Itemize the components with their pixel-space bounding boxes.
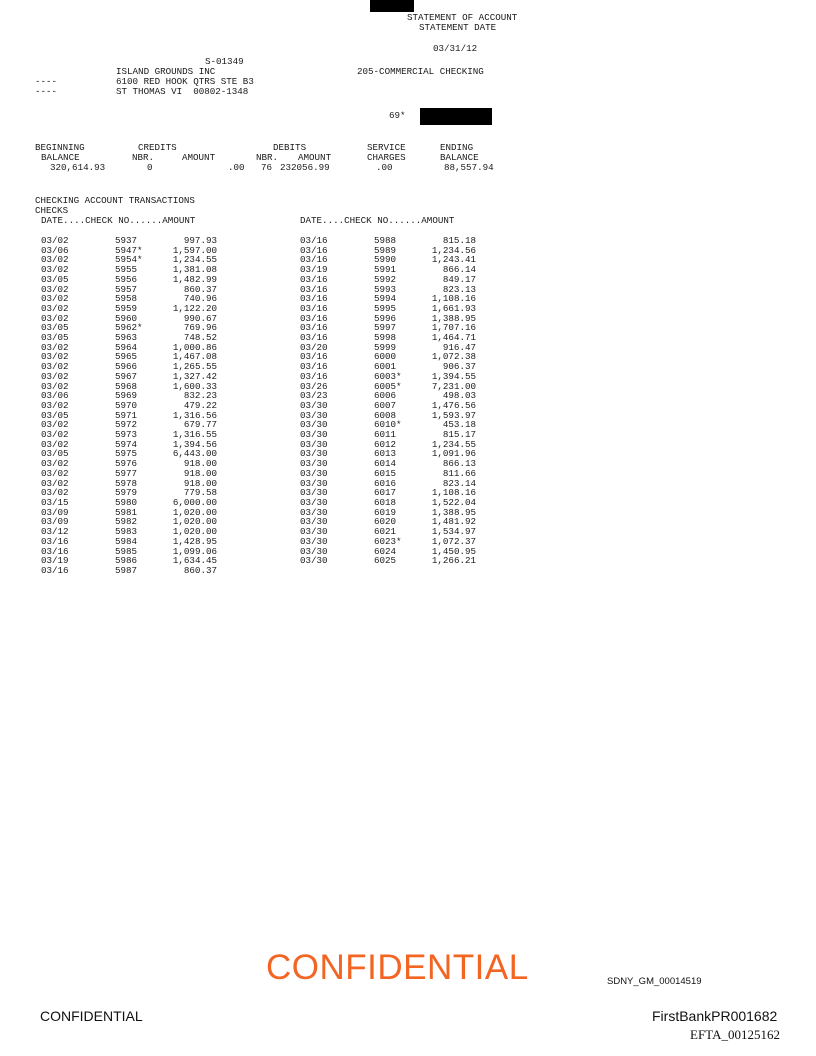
subsection-checks: CHECKS	[35, 205, 69, 216]
statement-title: STATEMENT OF ACCOUNT	[407, 12, 518, 23]
bates-firstbank: FirstBankPR001682	[652, 1008, 778, 1024]
transaction-amount: 1,600.33	[172, 380, 217, 392]
address-dash-2: ----	[35, 86, 58, 97]
transaction-check-no: 5979	[115, 487, 138, 499]
summary-h-charges: CHARGES	[367, 152, 406, 163]
transaction-date: 03/20	[300, 341, 328, 353]
transaction-date: 03/02	[41, 341, 69, 353]
transaction-check-no: 5999	[374, 341, 397, 353]
transaction-check-no: 5983	[115, 526, 138, 538]
transaction-date: 03/02	[41, 458, 69, 470]
transaction-date: 03/16	[300, 312, 328, 324]
transaction-amount: 1,108.16	[431, 293, 476, 305]
transaction-amount: 498.03	[442, 390, 476, 402]
transaction-check-no: 5968	[115, 380, 138, 392]
transaction-check-no: 5975	[115, 448, 138, 460]
transaction-amount: 1,476.56	[431, 399, 476, 411]
checks-table-right	[300, 236, 476, 566]
transaction-check-no: 5992	[374, 273, 397, 285]
transaction-amount: 1,534.97	[431, 526, 476, 538]
transaction-date: 03/02	[41, 312, 69, 324]
transaction-amount: 6,443.00	[172, 448, 217, 460]
transaction-date: 03/06	[41, 244, 69, 256]
transaction-amount: 1,234.55	[172, 254, 217, 266]
transaction-check-no: 5981	[115, 506, 138, 518]
transaction-amount: 1,316.55	[172, 429, 217, 441]
transaction-date: 03/02	[41, 283, 69, 295]
redaction-account-number	[420, 108, 492, 125]
credits-nbr: 0	[147, 162, 153, 173]
statement-date: 03/31/12	[433, 43, 478, 54]
col-header-left: DATE....CHECK NO......AMOUNT	[41, 215, 196, 226]
transaction-amount: 1,450.95	[431, 545, 476, 557]
debits-nbr: 76	[261, 162, 273, 173]
transaction-amount: 1,234.56	[431, 244, 476, 256]
transaction-date: 03/16	[300, 332, 328, 344]
transaction-check-no: 5955	[115, 264, 138, 276]
transaction-check-no: 5937	[115, 235, 138, 246]
transaction-check-no: 6015	[374, 467, 397, 479]
transaction-date: 03/05	[41, 273, 69, 285]
transaction-date: 03/05	[41, 409, 69, 421]
transaction-amount: 740.96	[183, 293, 217, 305]
transaction-amount: 860.37	[183, 283, 217, 295]
transaction-amount: 815.18	[442, 235, 476, 246]
transaction-check-no: 5987	[115, 564, 138, 576]
transaction-date: 03/23	[300, 390, 328, 402]
summary-h-amount-2: AMOUNT	[298, 152, 332, 163]
transaction-date: 03/30	[300, 458, 328, 470]
transaction-date: 03/02	[41, 419, 69, 431]
transaction-date: 03/30	[300, 419, 328, 431]
transaction-check-no: 6018	[374, 496, 397, 508]
transaction-amount: 1,394.56	[172, 438, 217, 450]
transaction-check-no: 6012	[374, 438, 397, 450]
summary-h-credits: CREDITS	[138, 142, 177, 153]
transaction-check-no: 5997	[374, 322, 397, 334]
debits-amount: 232056.99	[280, 162, 330, 173]
transaction-amount: 823.14	[442, 477, 476, 489]
transaction-check-no: 5974	[115, 438, 138, 450]
transaction-date: 03/02	[41, 380, 69, 392]
bates-sdny: SDNY_GM_00014519	[607, 976, 702, 987]
transaction-amount: 918.00	[183, 458, 217, 470]
transaction-amount: 1,243.41	[431, 254, 476, 266]
transaction-amount: 748.52	[183, 332, 217, 344]
transaction-date: 03/02	[41, 399, 69, 411]
transaction-date: 03/16	[41, 564, 69, 576]
transaction-date: 03/05	[41, 332, 69, 344]
transaction-amount: 997.93	[183, 235, 217, 246]
summary-h-nbr-2: NBR.	[256, 152, 279, 163]
transaction-date: 03/30	[300, 409, 328, 421]
transaction-check-no: 5991	[374, 264, 397, 276]
transaction-date: 03/16	[300, 370, 328, 382]
transaction-amount: 1,122.20	[172, 302, 217, 314]
transaction-amount: 679.77	[183, 419, 217, 431]
transaction-check-no: 6000	[374, 351, 397, 363]
transaction-row	[41, 566, 217, 576]
transaction-check-no: 5995	[374, 302, 397, 314]
transaction-check-no: 5980	[115, 496, 138, 508]
transaction-date: 03/30	[300, 487, 328, 499]
transaction-amount: 1,316.56	[172, 409, 217, 421]
transaction-amount: 6,000.00	[172, 496, 217, 508]
customer-name: ISLAND GROUNDS INC	[116, 66, 216, 77]
transaction-date: 03/12	[41, 526, 69, 538]
transaction-check-no: 5956	[115, 273, 138, 285]
transaction-amount: 823.13	[442, 283, 476, 295]
transaction-check-no: 5996	[374, 312, 397, 324]
transaction-check-no: 5986	[115, 555, 138, 567]
confidential-stamp: CONFIDENTIAL	[266, 948, 529, 987]
transaction-check-no: 5947*	[115, 244, 143, 256]
transaction-amount: 7,231.00	[431, 380, 476, 392]
transaction-amount: 1,108.16	[431, 487, 476, 499]
transaction-date: 03/05	[41, 322, 69, 334]
transaction-check-no: 5957	[115, 283, 138, 295]
transaction-amount: 1,428.95	[172, 535, 217, 547]
transaction-amount: 990.67	[183, 312, 217, 324]
transaction-date: 03/16	[300, 322, 328, 334]
customer-code: S-01349	[205, 56, 244, 67]
transaction-check-no: 5984	[115, 535, 138, 547]
transaction-check-no: 6019	[374, 506, 397, 518]
service-charges: .00	[376, 162, 393, 173]
transaction-check-no: 6008	[374, 409, 397, 421]
summary-h-service: SERVICE	[367, 142, 406, 153]
transaction-amount: 1,481.92	[431, 516, 476, 528]
transaction-date: 03/02	[41, 438, 69, 450]
transaction-amount: 1,327.42	[172, 370, 217, 382]
transaction-amount: 1,522.04	[431, 496, 476, 508]
transaction-date: 03/30	[300, 555, 328, 567]
transaction-check-no: 5970	[115, 399, 138, 411]
transaction-check-no: 5976	[115, 458, 138, 470]
transaction-check-no: 5977	[115, 467, 138, 479]
transaction-date: 03/16	[41, 545, 69, 557]
transaction-date: 03/16	[300, 273, 328, 285]
summary-h-debits: DEBITS	[273, 142, 307, 153]
summary-h-balance: BALANCE	[41, 152, 80, 163]
transaction-amount: 916.47	[442, 341, 476, 353]
transaction-amount: 811.66	[442, 467, 476, 479]
bates-efta: EFTA_00125162	[690, 1027, 780, 1042]
transaction-date: 03/30	[300, 429, 328, 441]
transaction-amount: 1,234.55	[431, 438, 476, 450]
transaction-date: 03/02	[41, 467, 69, 479]
transaction-date: 03/16	[300, 235, 328, 246]
transaction-check-no: 5959	[115, 302, 138, 314]
transaction-date: 03/02	[41, 361, 69, 373]
transaction-check-no: 6024	[374, 545, 397, 557]
transaction-date: 03/19	[300, 264, 328, 276]
transaction-amount: 1,593.97	[431, 409, 476, 421]
transaction-amount: 849.17	[442, 273, 476, 285]
transaction-date: 03/02	[41, 370, 69, 382]
summary-h-ending: ENDING	[440, 142, 474, 153]
transaction-date: 03/16	[41, 535, 69, 547]
transaction-check-no: 6023*	[374, 535, 402, 547]
transaction-check-no: 5958	[115, 293, 138, 305]
transaction-amount: 1,388.95	[431, 312, 476, 324]
transaction-check-no: 5965	[115, 351, 138, 363]
transaction-check-no: 6025	[374, 555, 397, 567]
transaction-amount: 918.00	[183, 467, 217, 479]
transaction-check-no: 5963	[115, 332, 138, 344]
transaction-date: 03/02	[41, 293, 69, 305]
transaction-date: 03/09	[41, 516, 69, 528]
transaction-date: 03/16	[300, 283, 328, 295]
transaction-date: 03/16	[300, 351, 328, 363]
transaction-amount: 1,707.16	[431, 322, 476, 334]
transaction-amount: 1,020.00	[172, 516, 217, 528]
transaction-amount: 1,467.08	[172, 351, 217, 363]
transaction-check-no: 5989	[374, 244, 397, 256]
transaction-amount: 1,072.38	[431, 351, 476, 363]
transaction-date: 03/30	[300, 399, 328, 411]
transaction-amount: 1,388.95	[431, 506, 476, 518]
transaction-check-no: 6016	[374, 477, 397, 489]
transaction-date: 03/16	[300, 302, 328, 314]
transaction-check-no: 5990	[374, 254, 397, 266]
address-dash-1: ----	[35, 76, 58, 87]
transaction-check-no: 5971	[115, 409, 138, 421]
transaction-check-no: 5972	[115, 419, 138, 431]
credits-amount: .00	[228, 162, 245, 173]
account-type: 205-COMMERCIAL CHECKING	[357, 66, 484, 77]
transaction-date: 03/30	[300, 545, 328, 557]
transaction-date: 03/02	[41, 429, 69, 441]
transaction-check-no: 5954*	[115, 254, 143, 266]
transaction-check-no: 6003*	[374, 370, 402, 382]
customer-address-2: ST THOMAS VI 00802-1348	[116, 86, 249, 97]
transaction-check-no: 5988	[374, 235, 397, 246]
transaction-check-no: 6021	[374, 526, 397, 538]
transaction-check-no: 6001	[374, 361, 397, 373]
transaction-date: 03/09	[41, 506, 69, 518]
section-title: CHECKING ACCOUNT TRANSACTIONS	[35, 195, 195, 206]
transaction-check-no: 5993	[374, 283, 397, 295]
transaction-date: 03/06	[41, 390, 69, 402]
transaction-check-no: 5982	[115, 516, 138, 528]
transaction-amount: 1,000.86	[172, 341, 217, 353]
transaction-amount: 1,381.08	[172, 264, 217, 276]
transaction-amount: 779.58	[183, 487, 217, 499]
transaction-date: 03/30	[300, 506, 328, 518]
transaction-amount: 769.96	[183, 322, 217, 334]
transaction-check-no: 5978	[115, 477, 138, 489]
transaction-amount: 1,091.96	[431, 448, 476, 460]
statement-date-label: STATEMENT DATE	[419, 22, 497, 33]
transaction-date: 03/30	[300, 448, 328, 460]
transaction-check-no: 6017	[374, 487, 397, 499]
summary-h-balance-2: BALANCE	[440, 152, 479, 163]
transaction-date: 03/30	[300, 467, 328, 479]
transaction-date: 03/15	[41, 496, 69, 508]
transaction-date: 03/02	[41, 235, 69, 246]
redaction-top	[370, 0, 414, 12]
transaction-amount: 1,072.37	[431, 535, 476, 547]
transaction-date: 03/19	[41, 555, 69, 567]
transaction-check-no: 6006	[374, 390, 397, 402]
account-suffix: 69*	[389, 110, 406, 121]
transaction-check-no: 5969	[115, 390, 138, 402]
transaction-date: 03/05	[41, 448, 69, 460]
transaction-amount: 815.17	[442, 429, 476, 441]
transaction-date: 03/02	[41, 477, 69, 489]
transaction-check-no: 5964	[115, 341, 138, 353]
transaction-check-no: 6020	[374, 516, 397, 528]
transaction-amount: 860.37	[183, 564, 217, 576]
transaction-date: 03/16	[300, 293, 328, 305]
transaction-amount: 479.22	[183, 399, 217, 411]
transaction-row	[300, 556, 476, 566]
transaction-date: 03/02	[41, 302, 69, 314]
transaction-check-no: 5967	[115, 370, 138, 382]
summary-h-beginning: BEGINNING	[35, 142, 85, 153]
transaction-date: 03/30	[300, 438, 328, 450]
ending-balance: 88,557.94	[444, 162, 494, 173]
transaction-amount: 1,597.00	[172, 244, 217, 256]
transaction-date: 03/16	[300, 254, 328, 266]
transaction-date: 03/30	[300, 526, 328, 538]
transaction-check-no: 6013	[374, 448, 397, 460]
transaction-check-no: 6005*	[374, 380, 402, 392]
transaction-date: 03/02	[41, 254, 69, 266]
transaction-check-no: 5960	[115, 312, 138, 324]
transaction-amount: 1,634.45	[172, 555, 217, 567]
transaction-amount: 866.14	[442, 264, 476, 276]
transaction-amount: 1,394.55	[431, 370, 476, 382]
transaction-date: 03/26	[300, 380, 328, 392]
confidential-label: CONFIDENTIAL	[40, 1008, 143, 1024]
transaction-check-no: 5985	[115, 545, 138, 557]
transaction-check-no: 5998	[374, 332, 397, 344]
transaction-amount: 1,661.93	[431, 302, 476, 314]
transaction-check-no: 6014	[374, 458, 397, 470]
transaction-check-no: 5962*	[115, 322, 143, 334]
transaction-amount: 866.13	[442, 458, 476, 470]
transaction-date: 03/16	[300, 244, 328, 256]
transaction-date: 03/30	[300, 477, 328, 489]
transaction-check-no: 6010*	[374, 419, 402, 431]
transaction-amount: 1,265.55	[172, 361, 217, 373]
transaction-amount: 453.18	[442, 419, 476, 431]
transaction-date: 03/30	[300, 496, 328, 508]
summary-h-nbr: NBR.	[132, 152, 155, 163]
transaction-amount: 1,482.99	[172, 273, 217, 285]
transaction-amount: 1,464.71	[431, 332, 476, 344]
transaction-amount: 832.23	[183, 390, 217, 402]
transaction-check-no: 5966	[115, 361, 138, 373]
transaction-amount: 1,020.00	[172, 506, 217, 518]
transaction-amount: 906.37	[442, 361, 476, 373]
transaction-amount: 918.00	[183, 477, 217, 489]
transaction-date: 03/30	[300, 516, 328, 528]
transaction-amount: 1,266.21	[431, 555, 476, 567]
transaction-amount: 1,020.00	[172, 526, 217, 538]
beginning-balance: 320,614.93	[50, 162, 106, 173]
col-header-right: DATE....CHECK NO......AMOUNT	[300, 215, 455, 226]
transaction-date: 03/02	[41, 351, 69, 363]
transaction-amount: 1,099.06	[172, 545, 217, 557]
summary-h-amount: AMOUNT	[182, 152, 216, 163]
transaction-date: 03/02	[41, 264, 69, 276]
customer-address-1: 6100 RED HOOK QTRS STE B3	[116, 76, 254, 87]
transaction-date: 03/16	[300, 361, 328, 373]
transaction-check-no: 6011	[374, 429, 397, 441]
transaction-date: 03/30	[300, 535, 328, 547]
transaction-check-no: 5973	[115, 429, 138, 441]
transaction-check-no: 6007	[374, 399, 397, 411]
transaction-date: 03/02	[41, 487, 69, 499]
checks-table-left	[41, 236, 217, 576]
transaction-check-no: 5994	[374, 293, 397, 305]
